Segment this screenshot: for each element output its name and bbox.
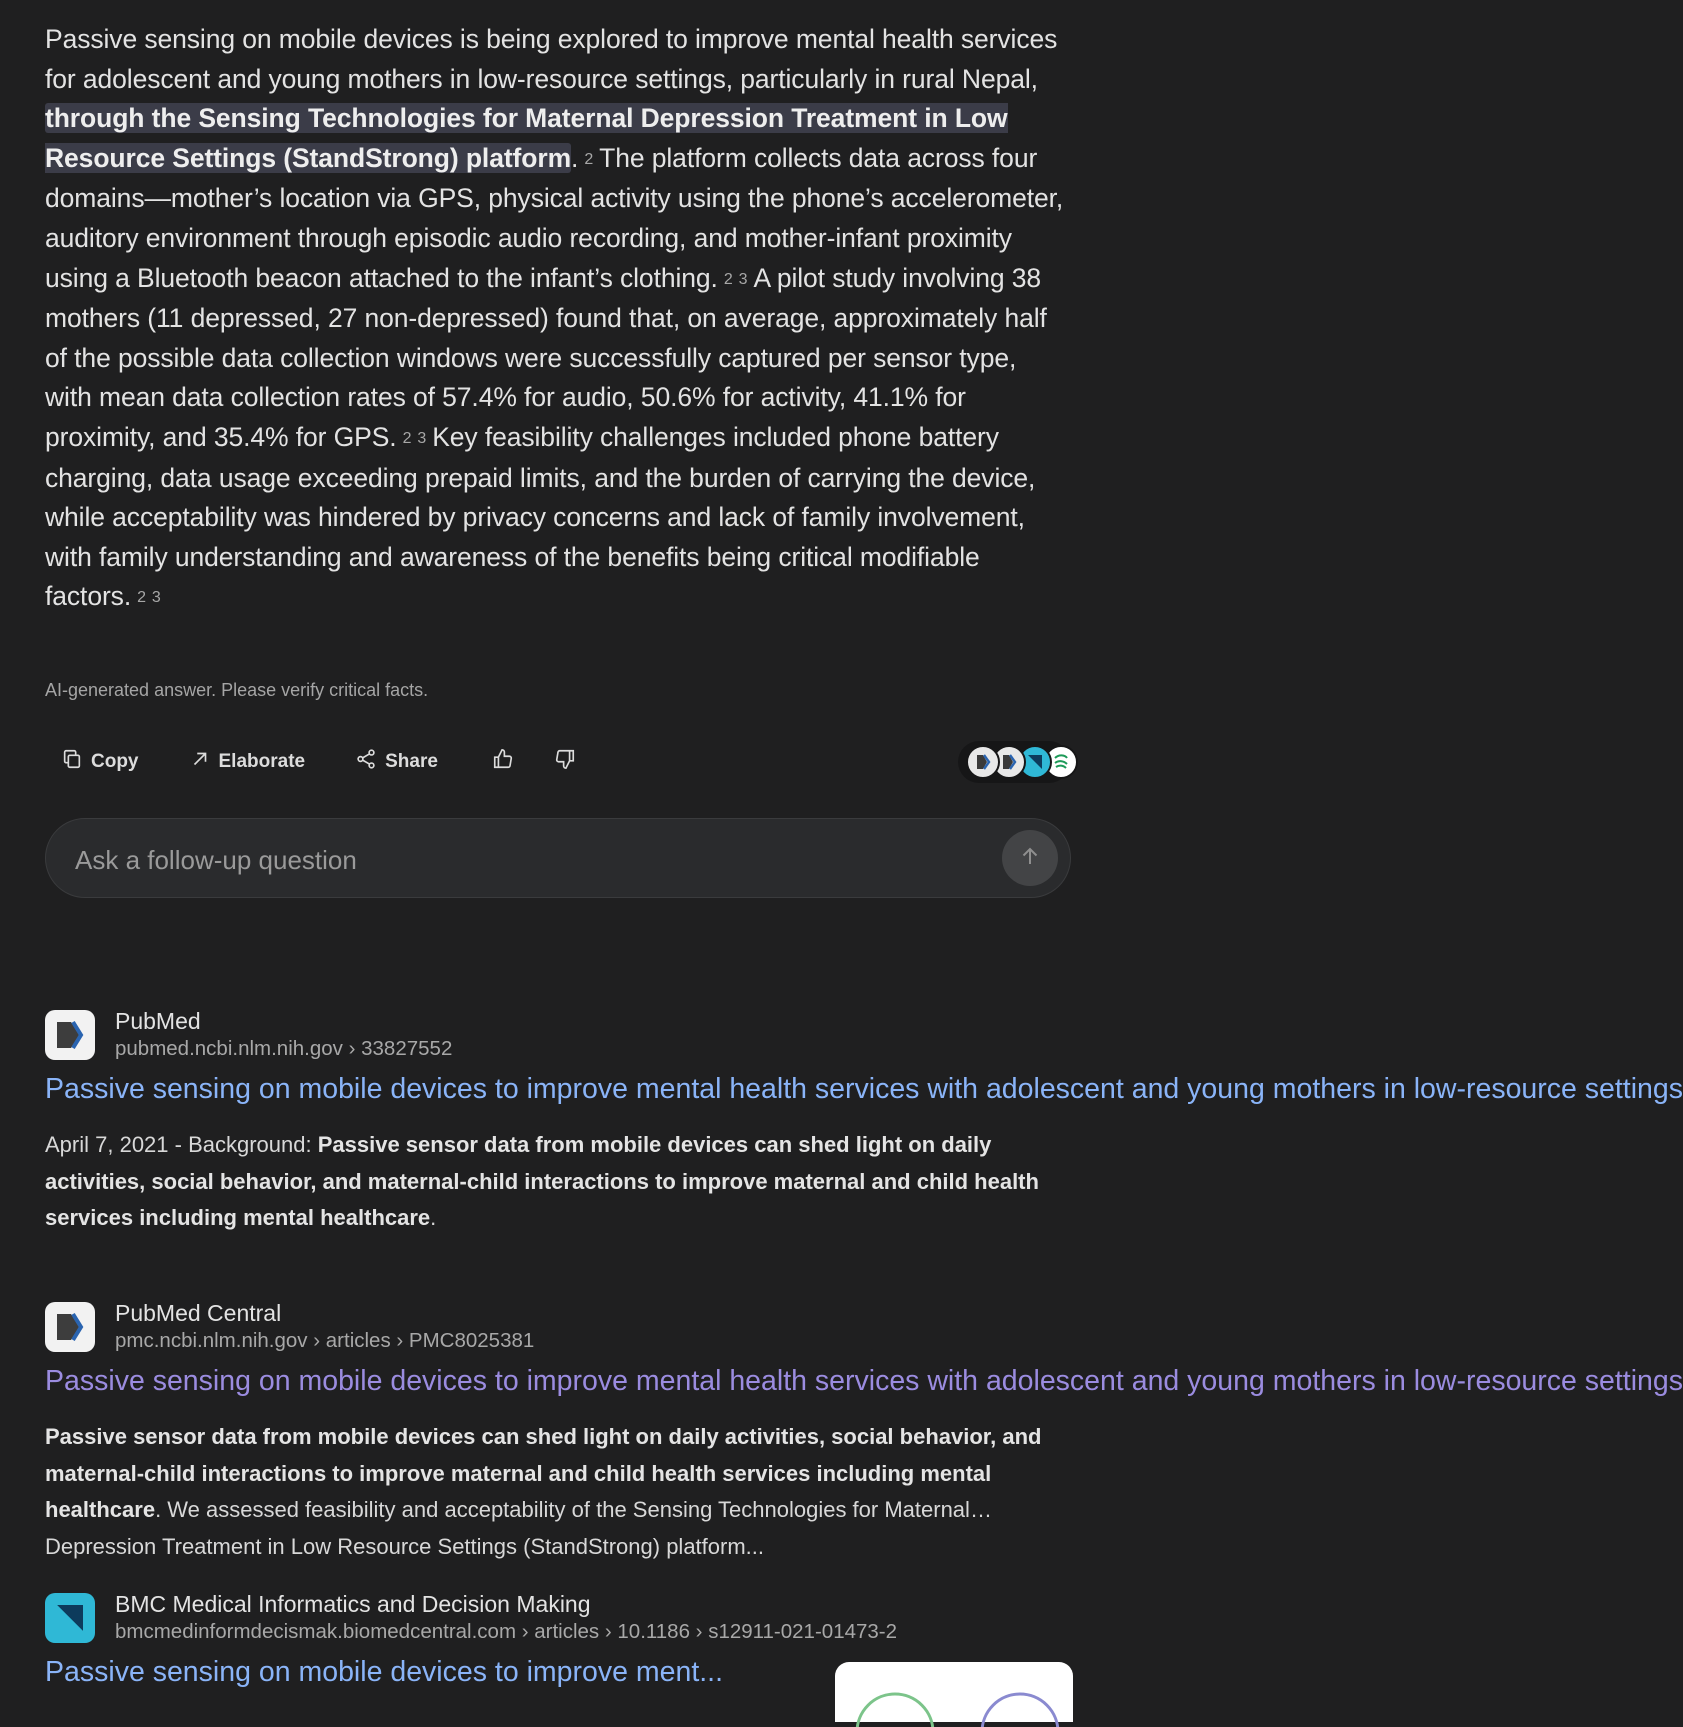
citation-link[interactable]: 2	[584, 150, 594, 168]
snippet-text: .	[430, 1205, 437, 1230]
result-title-link[interactable]: Passive sensing on mobile devices to improve mental health services with adolescent and young mothers in low-resource settings	[45, 1073, 1683, 1105]
thumbs-down-icon	[554, 748, 576, 776]
thumbs-up-icon	[492, 748, 514, 776]
citation-link[interactable]: 3	[151, 589, 161, 607]
search-result	[45, 1008, 1683, 1230]
follow-up-input[interactable]	[73, 837, 977, 883]
citation-link[interactable]: 2	[402, 429, 412, 447]
citation-link[interactable]: 3	[417, 429, 427, 447]
result-title-link[interactable]: Passive sensing on mobile devices to improve mental health services with adolescent and young mothers in low-resource settings	[45, 1365, 1683, 1397]
highlighted-text: through the Sensing Technologies for Maternal Depression Treatment in Low Resource Settings (StandStrong) platform	[45, 103, 1008, 173]
answer-actions	[45, 741, 596, 783]
pubmed-logo-icon	[966, 745, 1000, 779]
share-label: Share	[385, 751, 438, 772]
result-title-link[interactable]: Passive sensing on mobile devices to improve ment...	[45, 1656, 723, 1688]
result-site-name: PubMed	[115, 1008, 201, 1034]
arrow-up-icon	[1018, 844, 1042, 873]
citation-link[interactable]: 2	[723, 270, 733, 288]
bmc-favicon-icon	[45, 1593, 95, 1643]
snippet-date: April 7, 2021 - Background:	[45, 1132, 318, 1157]
result-site-name: BMC Medical Informatics and Decision Making	[115, 1591, 591, 1617]
snippet-bold: Passive sensor data from mobile devices can shed light on daily activities, social behavior, and maternal-child interactions to improve maternal and child health services including mental healthcare	[45, 1424, 1042, 1522]
result-url[interactable]: pubmed.ncbi.nlm.nih.gov › 33827552	[115, 1037, 453, 1060]
copy-button[interactable]	[45, 741, 155, 783]
answer-text: .	[571, 142, 579, 173]
pubmed-favicon-icon	[45, 1010, 95, 1060]
thumbs-up-button[interactable]	[472, 741, 534, 783]
answer-text: Key feasibility challenges included phone battery charging, data usage exceeding prepaid limits, and the burden of carrying the device, while acceptability was hindered by privacy concerns and lack of family involvement, with family understanding and awareness of the benefits being critical modifiable factors.	[45, 421, 1036, 612]
result-snippet	[45, 1419, 1075, 1559]
elaborate-label: Elaborate	[218, 751, 306, 772]
result-url[interactable]: pmc.ncbi.nlm.nih.gov › articles › PMC8025381	[115, 1329, 535, 1352]
snippet-bold: Passive sensor data from mobile devices can shed light on daily activities, social behavior, and maternal-child interactions to improve maternal and child health services including mental healthcare	[45, 1132, 1039, 1230]
answer-text: A pilot study involving 38 mothers (11 depressed, 27 non-depressed) found that, on average, approximately half of the possible data collection windows were successfully captured per sensor type, with mean data collection rates of 57.4% for audio, 50.6% for activity, 41.1% for proximity, and 35.4% for GPS.	[45, 262, 1047, 452]
copy-label: Copy	[91, 751, 139, 772]
result-snippet	[45, 1127, 1075, 1237]
share-icon	[355, 748, 377, 776]
pmc-favicon-icon	[45, 1302, 95, 1352]
result-url[interactable]: bmcmedinformdecismak.biomedcentral.com › articles › 10.1186 › s12911-021-01473-2	[115, 1620, 898, 1643]
answer-text: The platform collects data across four domains—mother’s location via GPS, physical activity using the phone’s accelerometer, auditory environment through episodic audio recording, and mother-infant proximity using a Bluetooth beacon attached to the infant’s clothing.	[45, 142, 1064, 293]
search-result	[45, 1300, 1683, 1559]
send-button[interactable]	[1002, 830, 1058, 886]
follow-up-box	[45, 818, 1071, 898]
share-button[interactable]	[339, 741, 454, 783]
citation-link[interactable]: 2	[137, 589, 146, 607]
answer-text: Passive sensing on mobile devices is being explored to improve mental health services for adolescent and young mothers in low-resource settings, particularly in rural Nepal,	[45, 24, 1058, 94]
copy-icon	[61, 748, 83, 776]
result-site-name: PubMed Central	[115, 1300, 282, 1326]
thumbs-down-button[interactable]	[534, 741, 596, 783]
citation-link[interactable]: 3	[738, 270, 748, 288]
elaborate-button[interactable]	[173, 741, 322, 783]
result-thumbnail[interactable]	[835, 1662, 1073, 1722]
source-avatars[interactable]	[958, 741, 1070, 783]
arrow-up-right-icon	[189, 748, 211, 776]
snippet-text: . We assessed feasibility and acceptability of the Sensing Technologies for Maternal Depression Treatment in Low Resource Settings (StandStrong) platform...	[45, 1497, 970, 1559]
ai-answer-text	[45, 20, 1070, 618]
ai-disclaimer: AI-generated answer. Please verify critical facts.	[45, 680, 429, 700]
